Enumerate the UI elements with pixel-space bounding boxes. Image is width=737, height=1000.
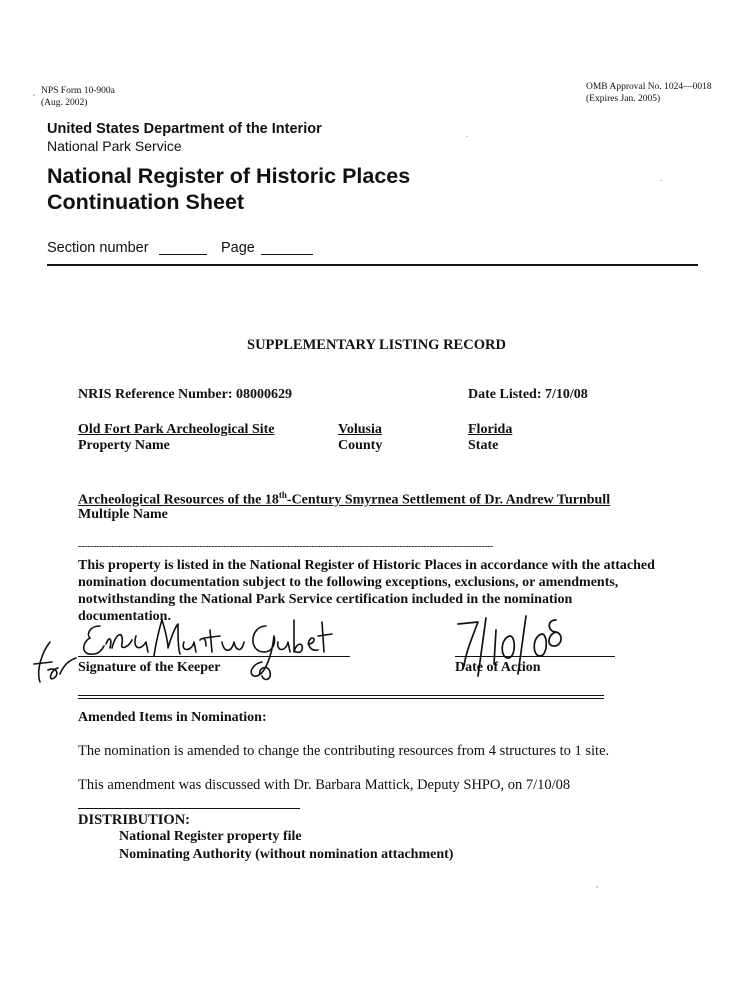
record-heading: SUPPLEMENTARY LISTING RECORD xyxy=(247,337,506,353)
scan-speck xyxy=(466,136,468,137)
form-date: (Aug. 2002) xyxy=(41,98,88,108)
scan-speck xyxy=(33,94,35,96)
discussion-text: This amendment was discussed with Dr. Barbara Mattick, Deputy SHPO, on 7/10/08 xyxy=(78,777,571,793)
multiple-name-pre: Archeological Resources of the 18 xyxy=(78,492,279,508)
distribution-rule xyxy=(78,808,300,809)
statement-line-1: This property is listed in the National Register of Historic Places in accordance with the attached xyxy=(78,558,655,573)
scan-speck xyxy=(660,180,662,181)
amended-heading: Amended Items in Nomination: xyxy=(78,710,267,725)
multiple-name-post: -Century Smyrnea Settlement of Dr. Andrew Turnbull xyxy=(286,492,611,508)
multiple-name-label: Multiple Name xyxy=(78,507,168,522)
signature-label: Signature of the Keeper xyxy=(78,660,221,675)
multiple-name-value xyxy=(78,490,610,509)
omb-expires: (Expires Jan. 2005) xyxy=(586,94,661,104)
dash-rule: ----------------------------------------------------------------------------------------------------------------------------------------- xyxy=(78,541,494,552)
keeper-signature xyxy=(28,612,358,692)
section-number-blank xyxy=(159,254,207,255)
date-of-action-label: Date of Action xyxy=(455,660,541,675)
distribution-item: Nominating Authority (without nomination attachment) xyxy=(119,847,454,862)
county-label: County xyxy=(338,438,383,453)
distribution-item: National Register property file xyxy=(119,829,302,844)
distribution-heading: DISTRIBUTION: xyxy=(78,812,190,828)
agency-name: National Park Service xyxy=(47,138,182,154)
nris-reference: NRIS Reference Number: 08000629 xyxy=(78,387,292,402)
state-label: State xyxy=(468,438,499,453)
county-value: Volusia xyxy=(338,422,382,437)
form-number: NPS Form 10-900a xyxy=(41,86,115,96)
page-title: National Register of Historic Places xyxy=(47,164,411,188)
multiple-name-sup: th xyxy=(278,490,287,500)
page-subtitle: Continuation Sheet xyxy=(47,190,245,214)
scan-speck xyxy=(596,886,598,888)
state-value: Florida xyxy=(468,422,513,437)
double-rule-text xyxy=(78,690,604,702)
header-rule xyxy=(47,264,698,266)
property-name-value: Old Fort Park Archeological Site xyxy=(78,422,275,437)
page-blank xyxy=(261,254,313,255)
statement-line-4: documentation. xyxy=(78,609,171,624)
department-name: United States Department of the Interior xyxy=(47,121,322,137)
statement-line-3: notwithstanding the National Park Service certification included in the nomination xyxy=(78,592,573,607)
page-label: Page xyxy=(221,240,255,256)
amendment-text: The nomination is amended to change the contributing resources from 4 structures to 1 site. xyxy=(78,743,610,759)
section-number-label: Section number xyxy=(47,240,149,256)
omb-approval: OMB Approval No. 1024—0018 xyxy=(586,82,712,92)
statement-line-2: nomination documentation subject to the following exceptions, exclusions, or amendments, xyxy=(78,575,619,590)
property-name-label: Property Name xyxy=(78,438,170,453)
date-listed: Date Listed: 7/10/08 xyxy=(468,387,588,402)
